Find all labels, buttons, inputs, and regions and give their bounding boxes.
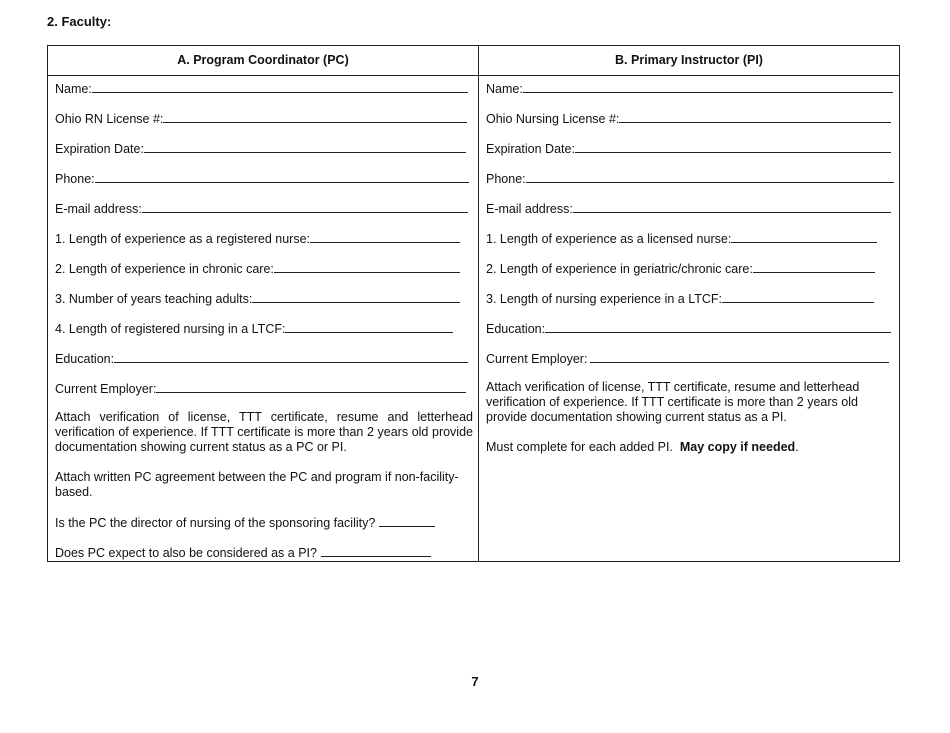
field-label: Ohio Nursing License #: (486, 112, 620, 126)
pc-column-header: A. Program Coordinator (PC) (48, 46, 478, 76)
pc-phone-field[interactable] (55, 171, 469, 186)
period-text: . (795, 440, 799, 454)
field-label: Name: (55, 82, 92, 96)
field-label: Name: (486, 82, 523, 96)
question-label: Does PC expect to also be considered as a PI? (55, 546, 317, 560)
fill-line[interactable] (163, 111, 467, 123)
field-label: Ohio RN License #: (55, 112, 164, 126)
program-coordinator-column (48, 46, 479, 561)
fill-line[interactable] (156, 381, 466, 393)
pc-attach-note: Attach verification of license, TTT certificate, resume and letterhead verification of experience. If TTT certificate is more than 2 years old provide documentation showing current status as a PC or PI. (55, 410, 473, 454)
pi-ltcf-field[interactable] (486, 291, 874, 306)
pc-also-pi-question[interactable] (55, 545, 431, 560)
pi-phone-field[interactable] (486, 171, 894, 186)
fill-line[interactable] (753, 261, 875, 273)
field-label: E-mail address: (55, 202, 142, 216)
fill-line[interactable] (95, 171, 469, 183)
must-complete-text: Must complete for each added PI. (486, 440, 673, 454)
field-label: 1. Length of experience as a registered nurse: (55, 232, 311, 246)
field-label: 4. Length of registered nursing in a LTCF: (55, 322, 286, 336)
pi-education-field[interactable] (486, 321, 891, 336)
pi-attach-note: Attach verification of license, TTT certificate, resume and letterhead verification of experience. If TTT certificate is more than 2 years old provide documentation showing current status as a PI. (486, 380, 860, 424)
faculty-form-table (47, 45, 900, 562)
fill-line[interactable] (619, 111, 891, 123)
pc-name-field[interactable] (55, 81, 468, 96)
section-title: 2. Faculty: (47, 14, 112, 29)
field-label: Current Employer: (486, 352, 588, 366)
primary-instructor-column (479, 46, 899, 561)
pc-director-question[interactable] (55, 515, 435, 530)
may-copy-text: May copy if needed (679, 440, 796, 454)
pi-ln-experience-field[interactable] (486, 231, 877, 246)
pi-license-field[interactable] (486, 111, 891, 126)
field-label: Education: (486, 322, 546, 336)
fill-line[interactable] (731, 231, 877, 243)
fill-line[interactable] (575, 141, 891, 153)
pc-license-field[interactable] (55, 111, 467, 126)
pi-copy-note (486, 440, 896, 455)
field-label: 3. Number of years teaching adults: (55, 292, 253, 306)
fill-line[interactable] (545, 321, 891, 333)
fill-line[interactable] (144, 141, 466, 153)
field-label: Phone: (55, 172, 95, 186)
pi-column-header: B. Primary Instructor (PI) (479, 46, 899, 76)
pi-employer-field[interactable] (486, 351, 889, 366)
field-label: 2. Length of experience in chronic care: (55, 262, 274, 276)
pc-rn-experience-field[interactable] (55, 231, 460, 246)
page-number: 7 (471, 674, 479, 689)
fill-line[interactable] (573, 201, 891, 213)
question-label: Is the PC the director of nursing of the sponsoring facility? (55, 516, 376, 530)
field-label: Expiration Date: (55, 142, 144, 156)
fill-line[interactable] (274, 261, 460, 273)
fill-line[interactable] (526, 171, 894, 183)
field-label: 2. Length of experience in geriatric/chronic care: (486, 262, 753, 276)
fill-line[interactable] (114, 351, 468, 363)
pc-chronic-care-field[interactable] (55, 261, 460, 276)
answer-line[interactable] (321, 545, 431, 557)
pc-ltcf-field[interactable] (55, 321, 453, 336)
pc-employer-field[interactable] (55, 381, 466, 396)
fill-line[interactable] (523, 81, 893, 93)
pc-agreement-note: Attach written PC agreement between the PC and program if non-facility-based. (55, 470, 459, 499)
field-label: E-mail address: (486, 202, 573, 216)
pc-education-field[interactable] (55, 351, 468, 366)
pi-geriatric-care-field[interactable] (486, 261, 875, 276)
fill-line[interactable] (722, 291, 874, 303)
fill-line[interactable] (92, 81, 468, 93)
fill-line[interactable] (142, 201, 468, 213)
field-label: Phone: (486, 172, 526, 186)
fill-line[interactable] (590, 351, 889, 363)
field-label: Current Employer: (55, 382, 157, 396)
pc-expiration-field[interactable] (55, 141, 466, 156)
field-label: Expiration Date: (486, 142, 575, 156)
pc-teaching-years-field[interactable] (55, 291, 460, 306)
pc-email-field[interactable] (55, 201, 468, 216)
field-label: Education: (55, 352, 115, 366)
pi-expiration-field[interactable] (486, 141, 891, 156)
fill-line[interactable] (285, 321, 453, 333)
fill-line[interactable] (252, 291, 460, 303)
field-label: 1. Length of experience as a licensed nurse: (486, 232, 732, 246)
field-label: 3. Length of nursing experience in a LTCF: (486, 292, 723, 306)
pi-name-field[interactable] (486, 81, 893, 96)
answer-line[interactable] (379, 515, 435, 527)
fill-line[interactable] (310, 231, 460, 243)
pi-email-field[interactable] (486, 201, 891, 216)
